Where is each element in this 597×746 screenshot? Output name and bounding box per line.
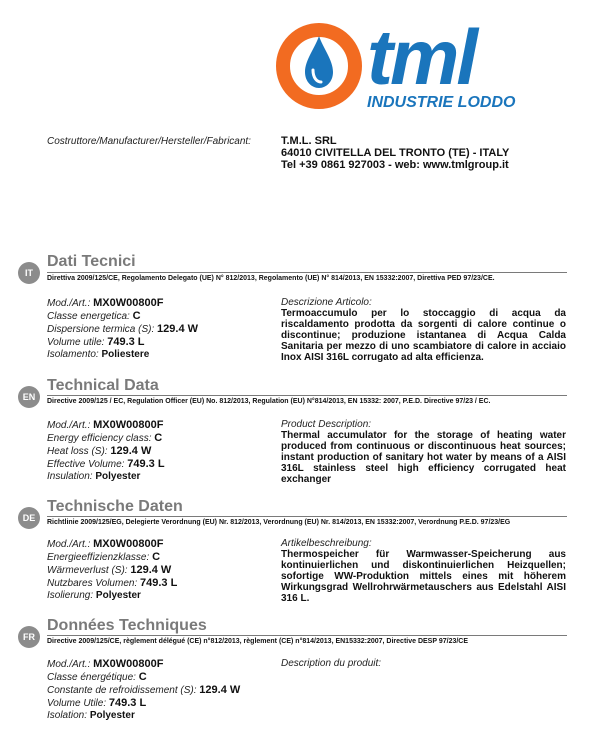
description-text: Thermal accumulator for the storage of heating water produced from continuous or discontinuous heat sources; instant production of sanitary hot water by means of a AISI 316L stainless steel high efficiency corrugated heat exchanger [281, 430, 566, 485]
description-label: Product Description: [281, 419, 372, 430]
company-logo [275, 13, 575, 114]
spec-row-model: Mod./Art.: MX0W00800F [47, 658, 164, 670]
section-title: Technische Daten [47, 498, 183, 515]
section-title: Technical Data [47, 377, 159, 394]
language-badge-en: EN [18, 386, 40, 408]
spec-row-insulation: Isolierung: Polyester [47, 590, 141, 601]
product-description [281, 419, 566, 485]
spec-row-heat-loss: Constante de refroidissement (S): 129.4 W [47, 684, 241, 696]
section-title: Dati Tecnici [47, 253, 136, 270]
product-description [281, 658, 566, 669]
description-label: Descrizione Articolo: [281, 297, 372, 308]
section-directive: Directive 2009/125/CE, règlement délégué (CE) n°812/2013, règlement (CE) n°814/2013, EN15332:2007, Directive DESP 97/23/CE [47, 638, 469, 645]
spec-row-model: Mod./Art.: MX0W00800F [47, 297, 164, 309]
spec-row-volume: Nutzbares Volumen: 749.3 L [47, 577, 178, 589]
product-description [281, 297, 566, 363]
spec-row-model: Mod./Art.: MX0W00800F [47, 538, 164, 550]
section-divider [47, 272, 567, 273]
spec-row-heat-loss: Heat loss (S): 129.4 W [47, 445, 152, 457]
manufacturer-label: Costruttore/Manufacturer/Hersteller/Fabricant: [47, 136, 251, 147]
spec-row-heat-loss: Dispersione termica (S): 129.4 W [47, 323, 198, 335]
spec-list [47, 538, 272, 602]
spec-row-heat-loss: Wärmeverlust (S): 129.4 W [47, 564, 172, 576]
water-drop-logo-icon [275, 22, 363, 110]
spec-list [47, 658, 272, 722]
spec-row-volume: Effective Volume: 749.3 L [47, 458, 165, 470]
spec-row-volume: Volume Utile: 749.3 L [47, 697, 147, 709]
logo-wordmark: tml [367, 13, 475, 101]
manufacturer-name: T.M.L. SRL [281, 135, 337, 147]
spec-list [47, 419, 272, 483]
description-label: Artikelbeschreibung: [281, 538, 372, 549]
section-directive: Richtlinie 2009/125/EG, Delegierte Verordnung (EU) Nr. 812/2013, Verordnung (EU) Nr. 814/2013, EN 15332:2007, Verordnung P.E.D. 97/23/EG [47, 519, 511, 526]
manufacturer-contact: Tel +39 0861 927003 - web: www.tmlgroup.it [281, 159, 509, 171]
spec-row-energy-class: Classe energetica: C [47, 310, 141, 322]
product-description [281, 538, 566, 604]
language-badge-fr: FR [18, 626, 40, 648]
manufacturer-address: 64010 CIVITELLA DEL TRONTO (TE) - ITALY [281, 147, 510, 159]
description-text: Termoaccumulo per lo stoccaggio di acqua da riscaldamento prodotta da sorgenti di calore continue o discontinue; produzione istantanea di Acqua Calda Sanitaria per mezzo di uno scambiatore di calore in acciaio Inox AISI 316L corrugato ad alta efficienza. [281, 308, 566, 363]
section-directive: Direttiva 2009/125/CE, Regolamento Delegato (UE) N° 812/2013, Regolamento (UE) N° 814/2013, EN 15332:2007, Direttiva PED 97/23/CE. [47, 275, 495, 282]
description-text: Thermospeicher für Warmwasser-Speicherung aus kontinuierlichen und diskontinuierlichen Heizquellen; sofortige WW-Produktion mittels eines mit höherem Wirkungsgrad Wellrohrwärmetauschers aus Edelstahl AISI 316 L. [281, 549, 566, 604]
section-divider [47, 395, 567, 396]
language-badge-de: DE [18, 507, 40, 529]
spec-row-energy-class: Classe énergétique: C [47, 671, 147, 683]
spec-list [47, 297, 272, 361]
spec-row-volume: Volume utile: 749.3 L [47, 336, 145, 348]
spec-row-insulation: Insulation: Polyester [47, 471, 141, 482]
spec-row-insulation: Isolation: Polyester [47, 710, 135, 721]
section-divider [47, 516, 567, 517]
logo-subtitle: INDUSTRIE LODDO [367, 94, 516, 111]
section-directive: Directive 2009/125 / EC, Regulation Officer (EU) No. 812/2013, Regulation (EU) N°814/2013, EN 15332: 2007, P.E.D. Directive 97/23 / EC. [47, 398, 491, 405]
section-divider [47, 635, 567, 636]
section-title: Données Techniques [47, 617, 207, 634]
spec-row-energy-class: Energy efficiency class: C [47, 432, 163, 444]
spec-row-insulation: Isolamento: Poliestere [47, 349, 150, 360]
spec-row-energy-class: Energieeffizienzklasse: C [47, 551, 161, 563]
language-badge-it: IT [18, 262, 40, 284]
spec-row-model: Mod./Art.: MX0W00800F [47, 419, 164, 431]
manufacturer-info [281, 135, 509, 171]
description-label: Description du produit: [281, 658, 382, 669]
